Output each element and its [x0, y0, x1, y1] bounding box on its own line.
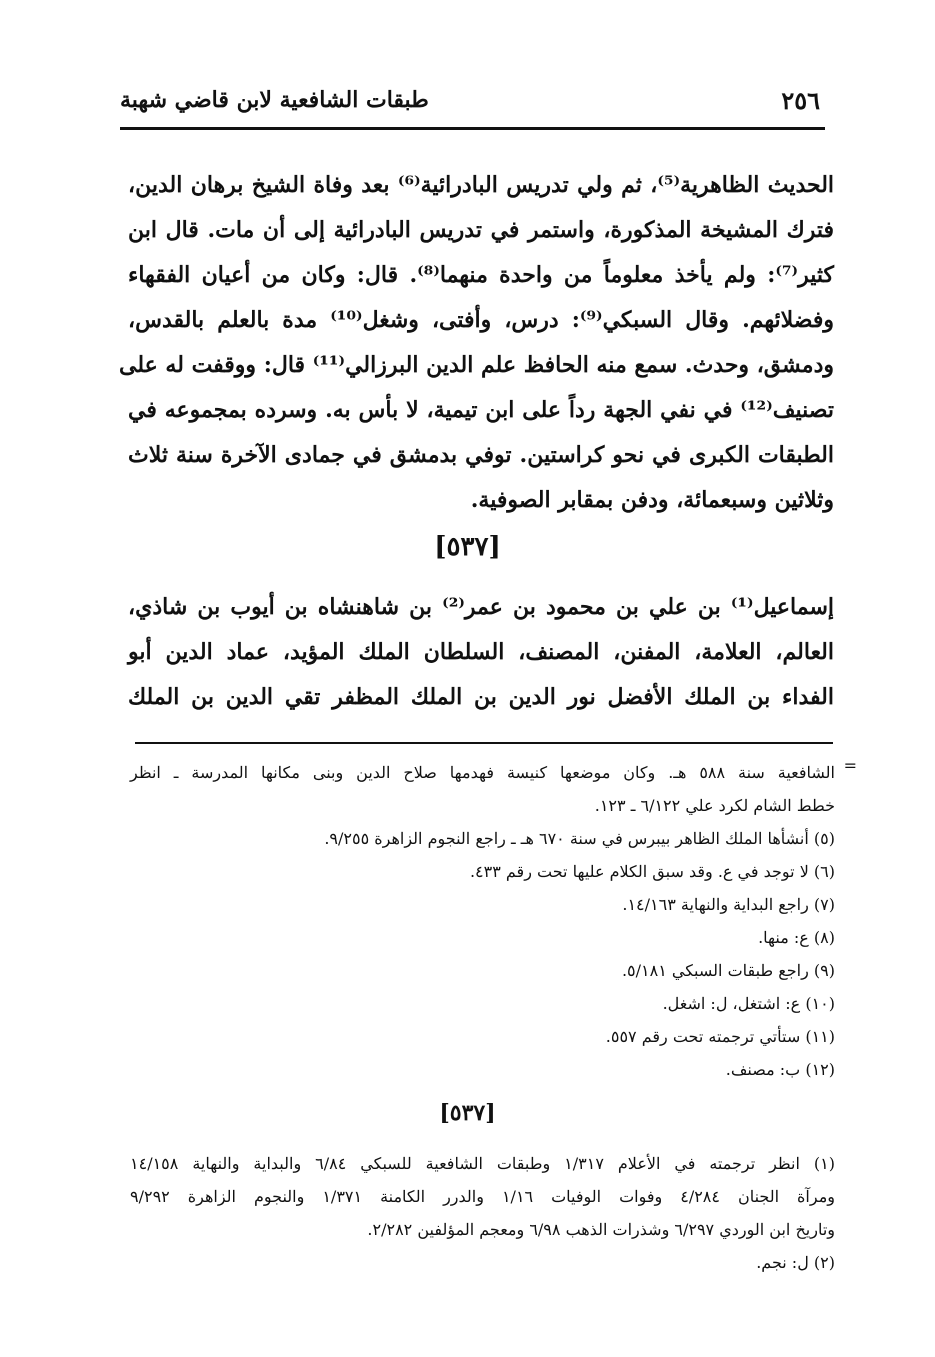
footnote-rule	[135, 742, 833, 744]
entry-number: [٥٣٧]	[434, 532, 501, 562]
footnote-item: (١١) ستأتي ترجمته تحت رقم ٥٥٧.	[605, 1027, 835, 1046]
page-header	[120, 78, 820, 122]
body-continuation	[119, 163, 835, 523]
footnote-item: (٢) ل: نجم.	[756, 1253, 835, 1272]
footnote-item: (١) انظر ترجمته في الأعلام ١/٣١٧ وطبقات الشافعية للسبكي ٦/٨٤ والبداية والنهاية ١٤/١٥٨	[130, 1154, 835, 1173]
footnote-item: (٨) ع: منها.	[758, 928, 835, 947]
footnote-line: خطط الشام لكرد علي ٦/١٢٢ ـ ١٢٣.	[594, 796, 835, 815]
footnotes-entry	[130, 1147, 835, 1279]
footnote-line: وتاريخ ابن الوردي ٦/٢٩٧ وشذرات الذهب ٦/٩٨ ومعجم المؤلفين ٢/٢٨٢.	[367, 1220, 835, 1239]
footnote-item: (٥) أنشأها الملك الظاهر بيبرس في سنة ٦٧٠ هـ ـ راجع النجوم الزاهرة ٩/٢٥٥.	[324, 829, 835, 848]
body-line: الطبقات الكبرى في نحو كراستين. توفي بدمشق في جمادى الآخرة سنة ثلاث	[128, 442, 834, 468]
footnote-entry-number: [٥٣٧]	[439, 1100, 496, 1126]
body-line: ودمشق، وحدث. سمع منه الحافظ علم الدين البرزالي⁽¹¹⁾ قال: ووقفت له على	[119, 352, 834, 378]
page-number: ٢٥٦	[781, 85, 820, 115]
entry-line: الفداء بن الملك الأفضل نور الدين بن الملك المظفر تقي الدين بن الملك	[128, 684, 834, 710]
footnote-item: (٦) لا توجد في ع. وقد سبق الكلام عليها تحت رقم ٤٣٣.	[469, 862, 835, 881]
body-line: وثلاثين وسبعمائة، ودفن بمقابر الصوفية.	[470, 487, 834, 513]
header-rule	[120, 127, 825, 130]
entry-line: العالم، العلامة، المفنن، المصنف، السلطان الملك المؤيد، عماد الدين أبو	[128, 639, 835, 665]
running-title: طبقات الشافعية لابن قاضي شهبة	[120, 87, 429, 113]
body-line: تصنيف⁽¹²⁾ في نفي الجهة رداً على ابن تيمية، لا بأس به. وسرده بمجموعه في	[128, 397, 834, 423]
body-line: الحديث الظاهرية⁽⁵⁾، ثم ولي تدريس البادرائية⁽⁶⁾ بعد وفاة الشيخ برهان الدين،	[128, 172, 835, 198]
entry-text	[128, 585, 834, 720]
entry-line: إسماعيل⁽¹⁾ بن علي بن محمود بن عمر⁽²⁾ بن شاهنشاه بن أيوب بن شاذي،	[128, 594, 834, 620]
footnote-item: (٧) راجع البداية والنهاية ١٤/١٦٣.	[622, 895, 835, 914]
footnote-continuation-marker: =	[843, 756, 857, 775]
body-line: فترك المشيخة المذكورة، واستمر في تدريس البادرائية إلى أن مات. قال ابن	[128, 217, 834, 243]
footnote-item: (١٢) ب: مصنف.	[725, 1060, 835, 1079]
footnote-line: الشافعية سنة ٥٨٨ هـ. وكان موضعها كنيسة فهدمها صلاح الدين وبنى مكانها المدرسة ـ انظر	[130, 763, 836, 782]
footnote-item: (٩) راجع طبقات السبكي ٥/١٨١.	[621, 961, 835, 980]
body-line: وفضلائهم. وقال السبكي⁽⁹⁾: درس، وأفتى، وشغل⁽¹⁰⁾ مدة بالعلم بالقدس،	[128, 307, 834, 333]
body-line: كثير⁽⁷⁾: ولم يأخذ معلوماً من واحدة منهما⁽⁸⁾. قال: وكان من أعيان الفقهاء	[128, 262, 834, 288]
footnote-line: ومرآة الجنان ٤/٢٨٤ وفوات الوفيات ١/١٦ والدرر الكامنة ١/٣٧١ والنجوم الزاهرة ٩/٢٩٢	[130, 1187, 836, 1206]
footnotes-previous	[130, 756, 857, 1086]
footnote-item: (١٠) ع: اشتغل، ل: اشغل.	[662, 994, 835, 1013]
